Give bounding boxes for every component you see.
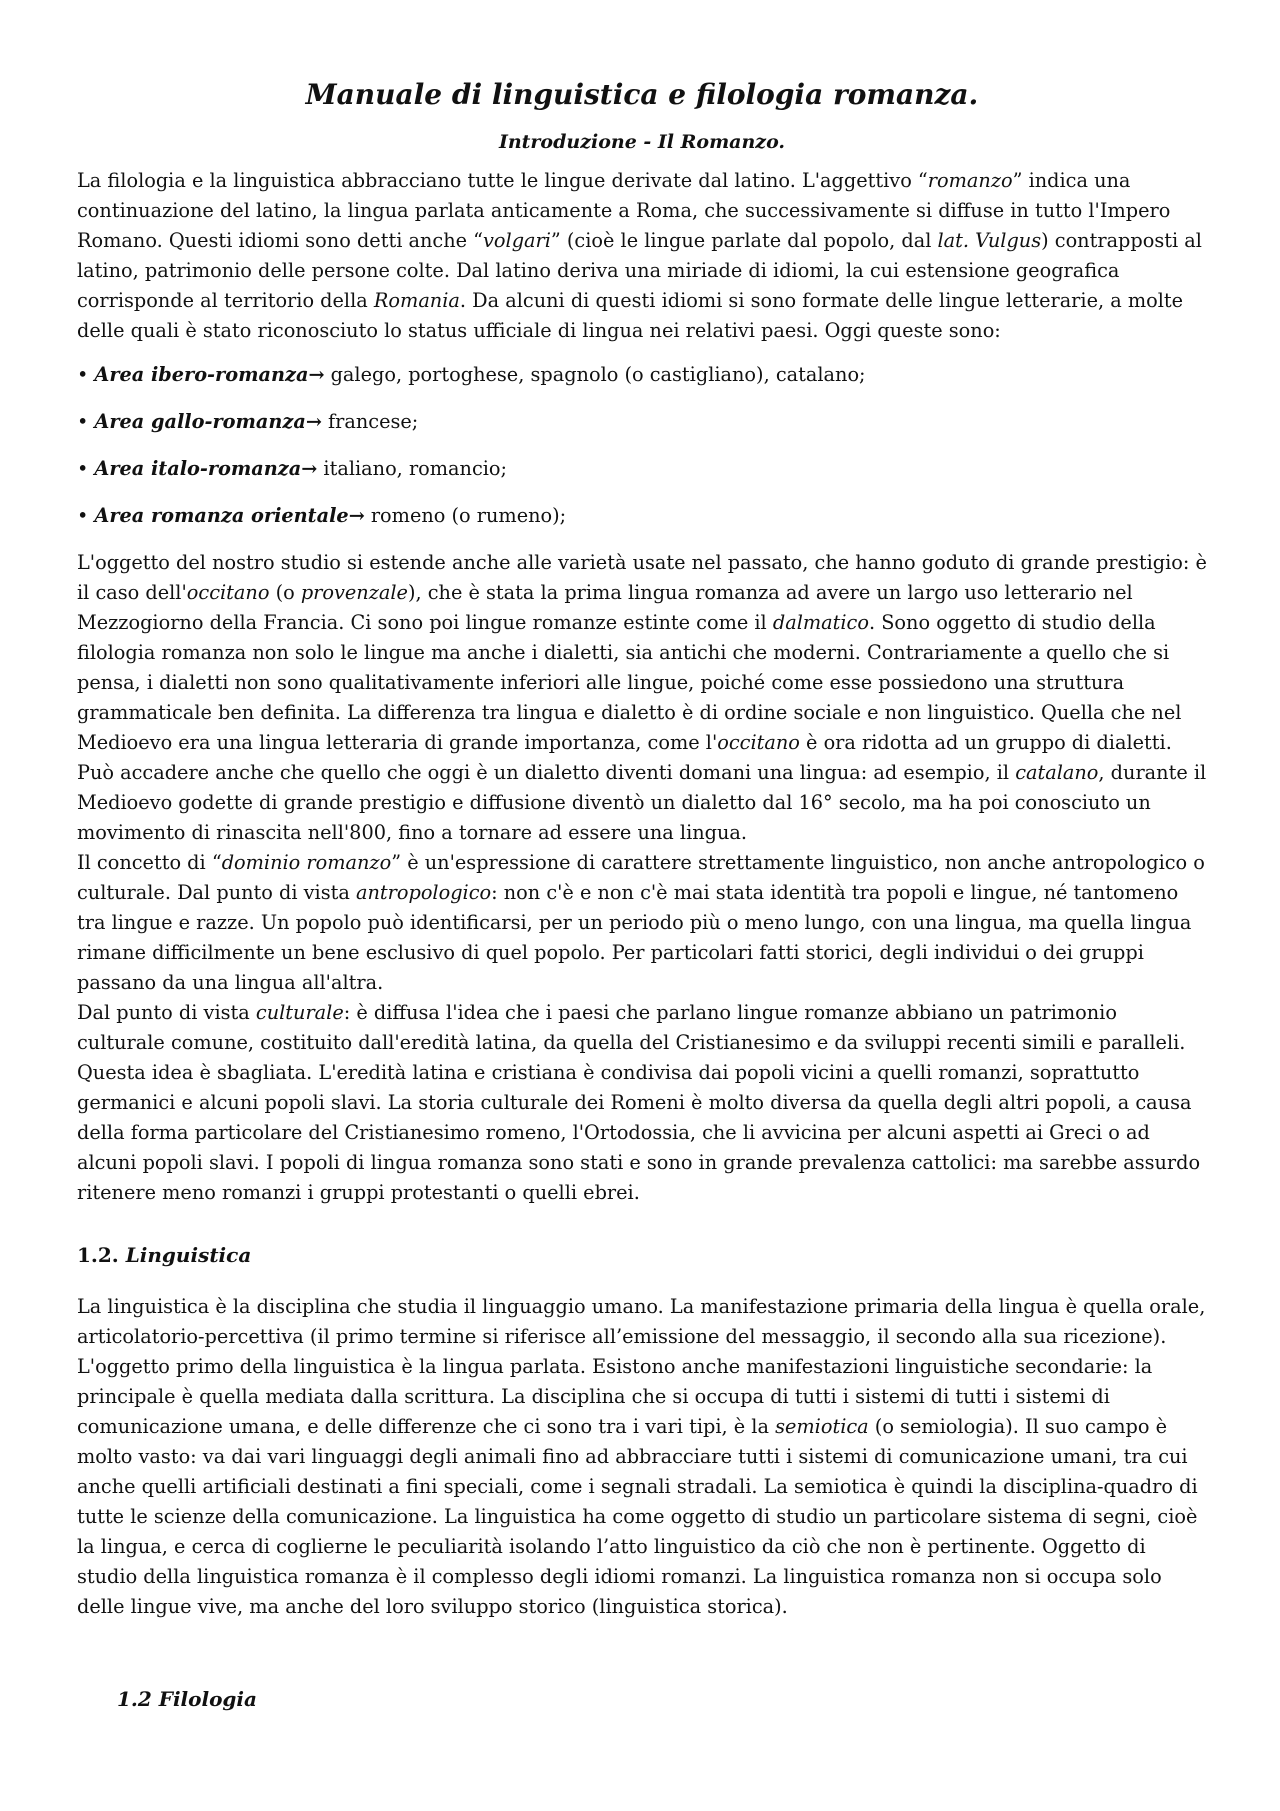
term-catalano: catalano [1015, 761, 1099, 785]
list-item [77, 501, 1207, 531]
term-occitano: occitano [186, 581, 270, 605]
section-heading-linguistica [77, 1240, 1207, 1270]
arrow-right-icon: → [348, 504, 365, 528]
term-lat-vulgus: lat. Vulgus [937, 229, 1042, 253]
term-dominio-romanzo: dominio romanzo [221, 851, 392, 875]
term-dalmatico: dalmatico [772, 611, 869, 635]
area-languages: romeno (o rumeno); [370, 504, 567, 528]
section-label: 1.2 Filologia [117, 1687, 257, 1712]
bullet-icon: • [77, 457, 89, 481]
list-item [77, 454, 1207, 484]
term-semiotica: semiotica [775, 1415, 869, 1439]
term-volgari: volgari [483, 229, 551, 253]
arrow-right-icon: → [301, 457, 318, 481]
term-romanzo: romanzo [927, 169, 1013, 193]
area-list [77, 360, 1207, 531]
section-label: Linguistica [125, 1243, 252, 1268]
arrow-right-icon: → [308, 363, 325, 387]
term-occitano: occitano [717, 731, 800, 755]
paragraph-dominio-romanzo: Il concetto di “dominio romanzo” è un'espressione di carattere strettamente linguistico, non anche antropologico o culturale. Dal punto di vista antropologico: non c'è e non c'è mai stata identità tra popoli e lingue, né tantomeno tra lingue e razze. Un popolo può identificarsi, per un periodo più o meno lungo, con una lingua, ma quella lingua rimane difficilmente un bene esclusivo di quel popolo. Per particolari fatti storici, degli individui o dei gruppi passano da una lingua all'altra. [77, 851, 1205, 995]
intro-paragraph: La filologia e la linguistica abbracciano tutte le lingue derivate dal latino. L'aggettivo “romanzo” indica una continuazione del latino, la lingua parlata anticamente a Roma, che successivamente si diffuse in tutto l'Impero Romano. Questi idiomi sono detti anche “volgari” (cioè le lingue parlate dal popolo, dal lat. Vulgus) contrapposti al latino, patrimonio delle persone colte. Dal latino deriva una miriade di idiomi, la cui estensione geografica corrisponde al territorio della Romania. Da alcuni di questi idiomi si sono formate delle lingue letterarie, a molte delle quali è stato riconosciuto lo status ufficiale di lingua nei relativi paesi. Oggi queste sono: [77, 169, 1202, 343]
area-languages: galego, portoghese, spagnolo (o castigliano), catalano; [330, 363, 866, 387]
list-item [77, 407, 1207, 437]
area-name: Area romanza orientale [94, 504, 349, 528]
document-title: Manuale di linguistica e filologia romanza. [305, 78, 979, 111]
area-languages: francese; [328, 410, 419, 434]
document-page [77, 78, 1207, 1736]
term-culturale: culturale [255, 1001, 344, 1025]
list-item [77, 360, 1207, 390]
area-name: Area ibero-romanza [94, 363, 309, 387]
section-number: 1.2. [77, 1243, 119, 1268]
area-name: Area italo-romanza [94, 457, 302, 481]
document-subtitle: Introduzione - Il Romanzo. [498, 130, 786, 153]
term-romania: Romania [373, 289, 460, 313]
area-name: Area gallo-romanza [94, 410, 306, 434]
bullet-icon: • [77, 410, 89, 434]
arrow-right-icon: → [305, 410, 322, 434]
paragraph-linguistica: La linguistica è la disciplina che studia il linguaggio umano. La manifestazione primaria della lingua è quella orale, articolatorio-percettiva (il primo termine si riferisce all’emissione del messaggio, il secondo alla sua ricezione). L'oggetto primo della linguistica è la lingua parlata. Esistono anche manifestazioni linguistiche secondarie: la principale è quella mediata dalla scrittura. La disciplina che si occupa di tutti i sistemi di tutti i sistemi di comunicazione umana, e delle differenze che ci sono tra i vari tipi, è la semiotica (o semiologia). Il suo campo è molto vasto: va dai vari linguaggi degli animali fino ad abbracciare tutti i sistemi di comunicazione umani, tra cui anche quelli artificiali destinati a fini speciali, come i segnali stradali. La semiotica è quindi la disciplina-quadro di tutte le scienze della comunicazione. La linguistica ha come oggetto di studio un particolare sistema di segni, cioè la lingua, e cerca di coglierne le peculiarità isolando l’atto linguistico da ciò che non è pertinente. Oggetto di studio della linguistica romanza è il complesso degli idiomi romanzi. La linguistica romanza non si occupa solo delle lingue vive, ma anche del loro sviluppo storico (linguistica storica). [77, 1295, 1206, 1619]
term-provenzale: provenzale [300, 581, 408, 605]
section-heading-filologia [77, 1684, 1207, 1714]
area-languages: italiano, romancio; [323, 457, 508, 481]
term-antropologico: antropologico [355, 881, 492, 905]
paragraph-culturale: Dal punto di vista culturale: è diffusa l'idea che i paesi che parlano lingue romanze abbiano un patrimonio culturale comune, costituito dall'eredità latina, da quella del Cristianesimo e da sviluppi recenti simili e paralleli. Questa idea è sbagliata. L'eredità latina e cristiana è condivisa dai popoli vicini a quelli romanzi, soprattutto germanici e alcuni popoli slavi. La storia culturale dei Romeni è molto diversa da quella degli altri popoli, a causa della forma particolare del Cristianesimo romeno, l'Ortodossia, che li avvicina per alcuni aspetti ai Greci o ad alcuni popoli slavi. I popoli di lingua romanza sono stati e sono in grande prevalenza cattolici: ma sarebbe assurdo ritenere meno romanzi i gruppi protestanti o quelli ebrei. [77, 1001, 1201, 1205]
paragraph-varieties: L'oggetto del nostro studio si estende anche alle varietà usate nel passato, che hanno goduto di grande prestigio: è il caso dell'occitano (o provenzale), che è stata la prima lingua romanza ad avere un largo uso letterario nel Mezzogiorno della Francia. Ci sono poi lingue romanze estinte come il dalmatico. Sono oggetto di studio della filologia romanza non solo le lingue ma anche i dialetti, sia antichi che moderni. Contrariamente a quello che si pensa, i dialetti non sono qualitativamente inferiori alle lingue, poiché come esse possiedono una struttura grammaticale ben definita. La differenza tra lingua e dialetto è di ordine sociale e non linguistico. Quella che nel Medioevo era una lingua letteraria di grande importanza, come l'occitano è ora ridotta ad un gruppo di dialetti. Può accadere anche che quello che oggi è un dialetto diventi domani una lingua: ad esempio, il catalano, durante il Medioevo godette di grande prestigio e diffusione diventò un dialetto dal 16° secolo, ma ha poi conosciuto un movimento di rinascita nell'800, fino a tornare ad essere una lingua. [77, 551, 1207, 845]
bullet-icon: • [77, 504, 89, 528]
bullet-icon: • [77, 363, 89, 387]
